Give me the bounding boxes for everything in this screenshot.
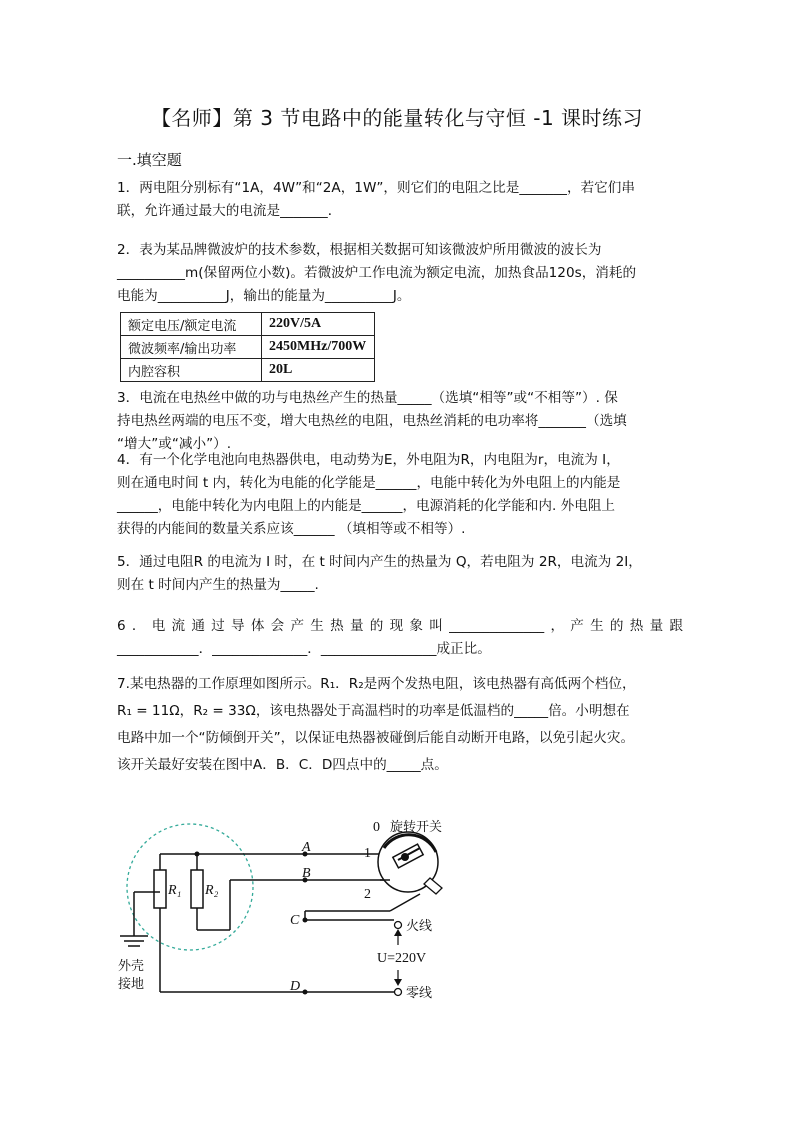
question-text: 6．电流通过导体会产生热量的现象叫______________，产生的热量跟: [117, 618, 683, 634]
label-c: C: [290, 913, 300, 928]
table-cell: 微波频率/输出功率: [121, 336, 262, 359]
table-cell: 220V/5A: [262, 313, 375, 336]
voltage-label: U=220V: [377, 951, 427, 966]
question-text: __________m(保留两位小数)。若微波炉工作电流为额定电流，加热食品120s，消耗的: [117, 265, 637, 281]
switch-label: 旋转开关: [390, 820, 443, 835]
point-c: [303, 918, 308, 923]
question-text: 则在通电时间 t 内，转化为电能的化学能是______，电能中转化为外电阻上的内能是: [117, 475, 621, 491]
question-text: ____________．______________．_________________成正比。: [117, 641, 491, 657]
ground-label-1: 外壳: [118, 959, 145, 974]
switch-position-1: 1: [364, 846, 371, 861]
question-text: “增大”或“减小”）.: [117, 436, 232, 452]
resistor-r1: [154, 870, 166, 908]
neutral-wire-label: 零线: [406, 986, 433, 1001]
live-terminal: [395, 922, 402, 929]
table-cell: 20L: [262, 359, 375, 382]
question-text: 5．通过电阻R 的电流为 I 时，在 t 时间内产生的热量为 Q，若电阻为 2R，电流为 2I，: [117, 554, 642, 570]
question-text: 电路中加一个“防倾倒开关”，以保证电热器被碰倒后能自动断开电路，以免引起火灾。: [117, 730, 635, 746]
question-text: 则在 t 时间内产生的热量为_____.: [117, 577, 319, 593]
table-cell: 内腔容积: [121, 359, 262, 382]
switch-position-0: 0: [373, 820, 380, 835]
question-text: 电能为__________J，输出的能量为__________J。: [117, 288, 411, 304]
label-d: D: [290, 979, 301, 994]
label-b: B: [302, 866, 311, 881]
question-text: 获得的内能间的数量关系应该______ （填相等或不相等）.: [117, 521, 466, 537]
section-heading: 一.填空题: [117, 151, 182, 169]
question-text: 7.某电热器的工作原理如图所示。R₁．R₂是两个发热电阻，该电热器有高低两个档位，: [117, 676, 636, 692]
point-d: [303, 990, 308, 995]
table-cell: 2450MHz/700W: [262, 336, 375, 359]
resistor-r2: [191, 870, 203, 908]
label-r1: R₁: [168, 883, 182, 898]
ground-label-2: 接地: [118, 977, 145, 992]
question-text: 4．有一个化学电池向电热器供电，电动势为E，外电阻为R，内电阻为r，电流为 I，: [117, 452, 620, 468]
question-text: ______，电能中转化为内电阻上的内能是______，电源消耗的化学能和内. 外电阻上: [117, 498, 616, 514]
heater-enclosure: [127, 824, 253, 950]
question-text: 持电热丝两端的电压不变，增大电热丝的电阻，电热丝消耗的电功率将_______（选填: [117, 413, 627, 429]
question-text: 2．表为某品牌微波炉的技术参数，根据相关数据可知该微波炉所用微波的波长为: [117, 242, 602, 258]
page-title: 【名师】第 3 节电路中的能量转化与守恒 -1 课时练习: [150, 106, 644, 130]
table-cell: 额定电压/额定电流: [121, 313, 262, 336]
label-a: A: [302, 840, 311, 855]
question-text: R₁ = 11Ω，R₂ = 33Ω，该电热器处于高温档时的功率是低温档的_____倍。小明想在: [117, 703, 630, 719]
question-text: 该开关最好安装在图中A．B．C．D四点中的_____点。: [117, 757, 448, 773]
question-text: 1．两电阻分别标有“1A，4W”和“2A，1W”，则它们的电阻之比是_______，若它们串: [117, 180, 635, 196]
live-wire-label: 火线: [406, 919, 433, 934]
label-r2: R₂: [205, 883, 219, 898]
question-text: 3．电流在电热丝中做的功与电热丝产生的热量_____（选填“相等”或“不相等”）. 保: [117, 390, 618, 406]
switch-position-2: 2: [364, 887, 371, 902]
neutral-terminal: [395, 989, 402, 996]
question-text: 联，允许通过最大的电流是_______．: [117, 203, 342, 219]
